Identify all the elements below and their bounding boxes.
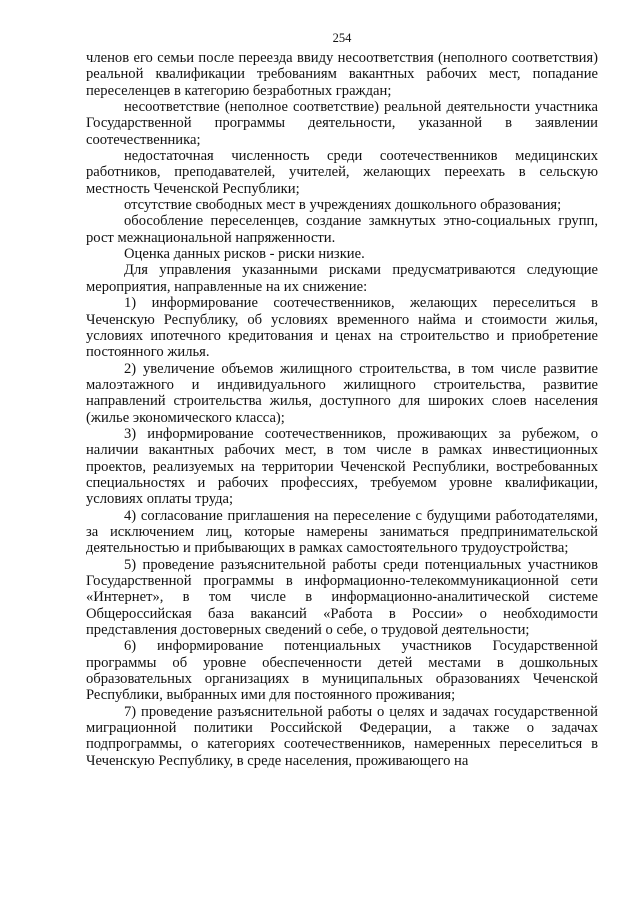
paragraph-measures-intro: Для управления указанными рисками предусматриваются следующие мероприятия, направленные на их снижение: (86, 262, 598, 295)
paragraph-risk-shortage: недостаточная численность среди соотечественников медицинских работников, преподавателей, учителей, желающих переехать в сельскую местность Чеченской Республики; (86, 148, 598, 197)
paragraph-measure-3: 3) информирование соотечественников, проживающих за рубежом, о наличии вакантных рабочих мест, в том числе в рамках инвестиционных проектов, реализуемых на территории Чеченской Республики, востребованных специальностях и рабочих профессиях, требуемом уровне квалификации, условиях оплаты труда; (86, 425, 598, 508)
page-number: 254 (332, 31, 352, 45)
paragraph-measure-4: 4) согласование приглашения на переселение с будущими работодателями, за исключением лиц, которые намерены заниматься предпринимательской деятельностью и прибывающих в рамках самостоятельного трудоустройства; (86, 507, 598, 557)
paragraph-measure-5: 5) проведение разъяснительной работы среди потенциальных участников Государственной программы в информационно-телекоммуникационной сети «Интернет», в том числе в информационно-аналитической системе Общероссийская база вакансий «Работа в России» о необходимости представления достоверных сведений о себе, о трудовой деятельности; (86, 556, 598, 639)
paragraph-measure-2: 2) увеличение объемов жилищного строительства, в том числе развитие малоэтажного и индивидуального жилищного строительства, развитие направлений строительства жилья, доступного для широких слоев населения (жилье экономического класса); (86, 360, 598, 426)
paragraph-measure-1: 1) информирование соотечественников, желающих переселиться в Чеченскую Республику, об условиях временного найма и стоимости жилья, условиях ипотечного кредитования и ценах на строительство и приобретение постоянного жилья. (86, 295, 598, 361)
paragraph-risk-isolation: обособление переселенцев, создание замкнутых этно-социальных групп, рост межнациональной напряженности. (86, 213, 598, 246)
paragraph-measure-7: 7) проведение разъяснительной работы о целях и задачах государственной миграционной политики Российской Федерации, а также о задачах подпрограммы, о категориях соотечественников, намеренных переселиться в Чеченскую Республику, в среде населения, проживающего на (86, 703, 598, 769)
paragraph-risk-mismatch: несоответствие (неполное соответствие) реальной деятельности участника Государственной программы деятельности, указанной в заявлении соотечественника; (86, 99, 598, 148)
document-page (86, 30, 598, 769)
paragraph-continuation: членов его семьи после переезда ввиду несоответствия (неполного соответствия) реальной квалификации требованиям вакантных рабочих мест, попадание переселенцев в категорию безработных граждан; (86, 50, 598, 99)
paragraph-measure-6: 6) информирование потенциальных участников Государственной программы об уровне обеспеченности детей местами в дошкольных образовательных организациях в муниципальных образованиях Чеченской Республики, выбранных ими для постоянного проживания; (86, 638, 598, 704)
paragraph-risk-assessment: Оценка данных рисков - риски низкие. (124, 246, 365, 263)
paragraph-risk-preschool: отсутствие свободных мест в учреждениях дошкольного образования; (124, 197, 562, 214)
